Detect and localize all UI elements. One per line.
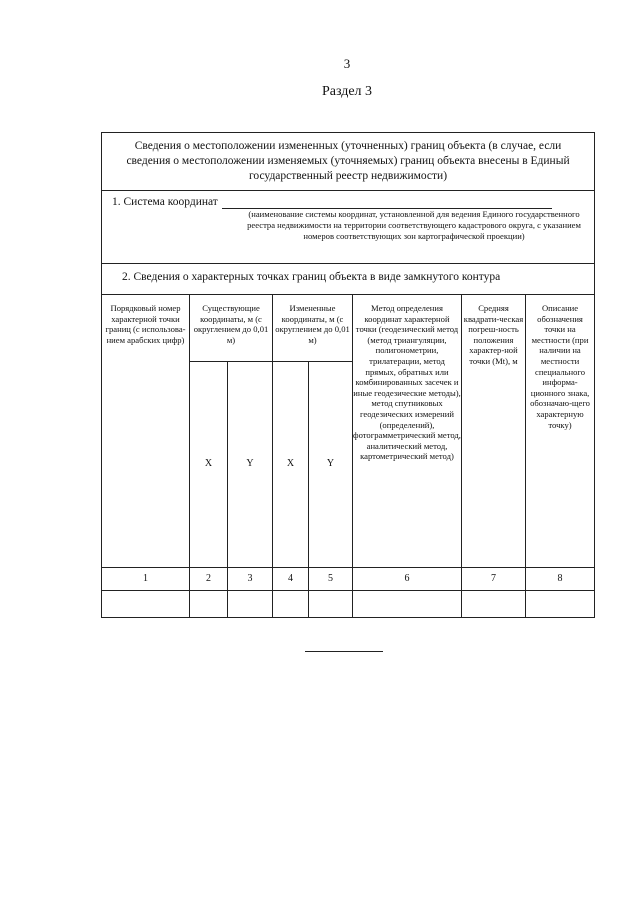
existing-x-header: X (190, 362, 228, 568)
coordinate-system-block (102, 191, 595, 264)
col-existing-coords-header: Существующие координаты, м (с округлением до 0,01 м) (190, 295, 273, 362)
changed-y-header: Y (309, 362, 353, 568)
page-number: 3 (343, 56, 351, 71)
table-cell[interactable] (273, 591, 309, 618)
changed-x-header: X (273, 362, 309, 568)
column-number: 8 (526, 568, 595, 591)
column-number: 1 (102, 568, 190, 591)
table-cell[interactable] (190, 591, 228, 618)
table-cell[interactable] (462, 591, 526, 618)
column-number-row (102, 568, 595, 591)
column-number: 6 (353, 568, 462, 591)
column-number: 4 (273, 568, 309, 591)
section-title: Раздел 3 (321, 84, 373, 99)
col-error-header: Средняя квадрати-ческая погреш-ность положения характер-ной точки (Mt), м (462, 295, 526, 568)
boundary-info-table (101, 132, 595, 618)
col-changed-coords-header: Измененные координаты, м (с округлением до 0,01 м) (273, 295, 353, 362)
column-number: 7 (462, 568, 526, 591)
existing-y-header: Y (228, 362, 273, 568)
col-description-header: Описание обозначения точки на местности (при наличии на местности специального информа-ционного знака, обозначаю-щего характерную точку) (526, 295, 595, 568)
table-cell[interactable] (102, 591, 190, 618)
column-number: 3 (228, 568, 273, 591)
empty-data-row (102, 591, 595, 618)
points-section-title: 2. Сведения о характерных точках границ объекта в виде замкнутого контура (102, 264, 595, 295)
column-number: 2 (190, 568, 228, 591)
table-cell[interactable] (353, 591, 462, 618)
coordinate-system-note: (наименование системы координат, установленной для ведения Единого государственного реестра недвижимости на территории соответствующего кадастрового округа, с указанием номеров соответствующих зон картографической проекции) (247, 209, 581, 241)
coordinate-system-label: 1. Система координат (112, 196, 218, 208)
table-cell[interactable] (228, 591, 273, 618)
column-number: 5 (309, 568, 353, 591)
table-cell[interactable] (309, 591, 353, 618)
col-point-number-header: Порядковый номер характерной точки границ (с использова-нием арабских цифр) (102, 295, 190, 568)
table-header: Сведения о местоположении измененных (уточненных) границ объекта (в случае, если сведения о местоположении изменяемых (уточняемых) границ объекта внесены в Единый государственный реестр недвижимости) (102, 133, 595, 191)
table-cell[interactable] (526, 591, 595, 618)
end-of-section-rule (305, 651, 383, 652)
col-method-header: Метод определения координат характерной точки (геодезический метод (метод триангуляции, полигонометрии, трилатерации, метод прямых, обратных или комбинированных засечек и иные геодезические методы), метод спутниковых геодезических измерений (определений), фотограмметрический метод, аналитический метод, картометрический метод) (353, 295, 462, 568)
